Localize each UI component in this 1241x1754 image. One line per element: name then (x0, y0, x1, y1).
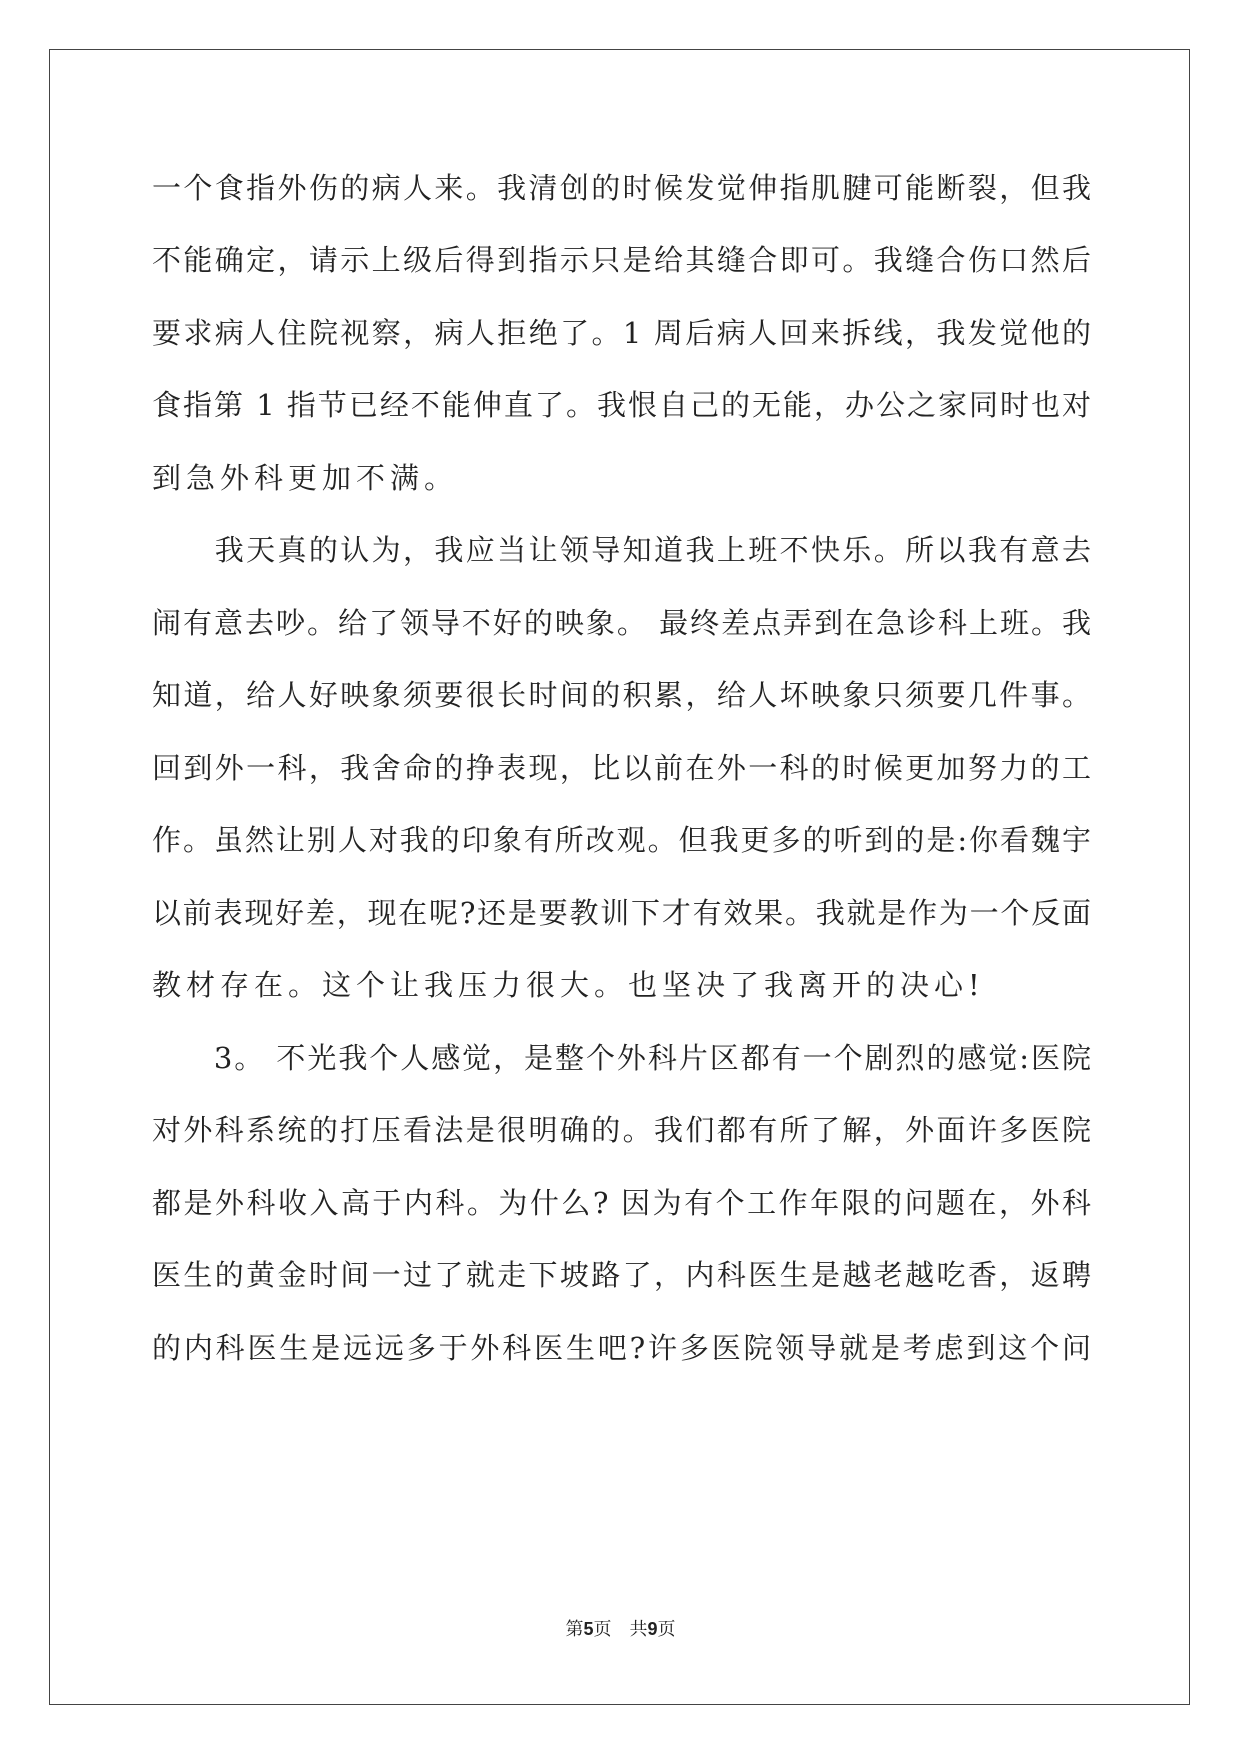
text-line: 不能确定，请示上级后得到指示只是给其缝合即可。我缝合伤口然后 (152, 243, 1092, 277)
text-line: 以前表现好差，现在呢?还是要教训下才有效果。我就是作为一个反面 (152, 896, 1092, 930)
page-label-prefix: 第 (565, 1619, 584, 1640)
page-border (49, 49, 1190, 1705)
text-line: 回到外一科，我舍命的挣表现，比以前在外一科的时候更加努力的工 (152, 751, 1092, 785)
text-line: 食指第 1 指节已经不能伸直了。我恨自己的无能，办公之家同时也对 (152, 388, 1092, 422)
total-pages-number: 9 (647, 1619, 658, 1639)
page-footer (0, 1617, 1241, 1642)
text-line: 要求病人住院视察，病人拒绝了。1 周后病人回来拆线，我发觉他的 (152, 316, 1092, 350)
text-line: 的内科医生是远远多于外科医生吧?许多医院领导就是考虑到这个问 (152, 1331, 1092, 1365)
text-line: 知道，给人好映象须要很长时间的积累，给人坏映象只须要几件事。 (152, 678, 1092, 712)
text-line: 3。 不光我个人感觉，是整个外科片区都有一个剧烈的感觉:医院 (152, 1041, 1092, 1075)
text-line: 教材存在。这个让我压力很大。也坚决了我离开的决心! (152, 968, 985, 1002)
text-line: 到急外科更加不满。 (152, 461, 459, 495)
text-line: 闹有意去吵。给了领导不好的映象。 最终差点弄到在急诊科上班。我 (152, 606, 1092, 640)
text-line: 医生的黄金时间一过了就走下坡路了，内科医生是越老越吃香，返聘 (152, 1258, 1092, 1292)
total-label-prefix: 共 (629, 1619, 648, 1640)
page-label-mid: 页 (593, 1619, 612, 1640)
current-page-number: 5 (583, 1619, 594, 1639)
text-line: 都是外科收入高于内科。为什么? 因为有个工作年限的问题在，外科 (152, 1186, 1092, 1220)
text-line: 作。虽然让别人对我的印象有所改观。但我更多的听到的是:你看魏宇 (152, 823, 1092, 857)
total-label-suffix: 页 (657, 1619, 676, 1640)
text-line: 一个食指外伤的病人来。我清创的时候发觉伸指肌腱可能断裂，但我 (152, 171, 1092, 205)
text-line: 我天真的认为，我应当让领导知道我上班不快乐。所以我有意去 (152, 533, 1092, 567)
text-line: 对外科系统的打压看法是很明确的。我们都有所了解，外面许多医院 (152, 1113, 1092, 1147)
